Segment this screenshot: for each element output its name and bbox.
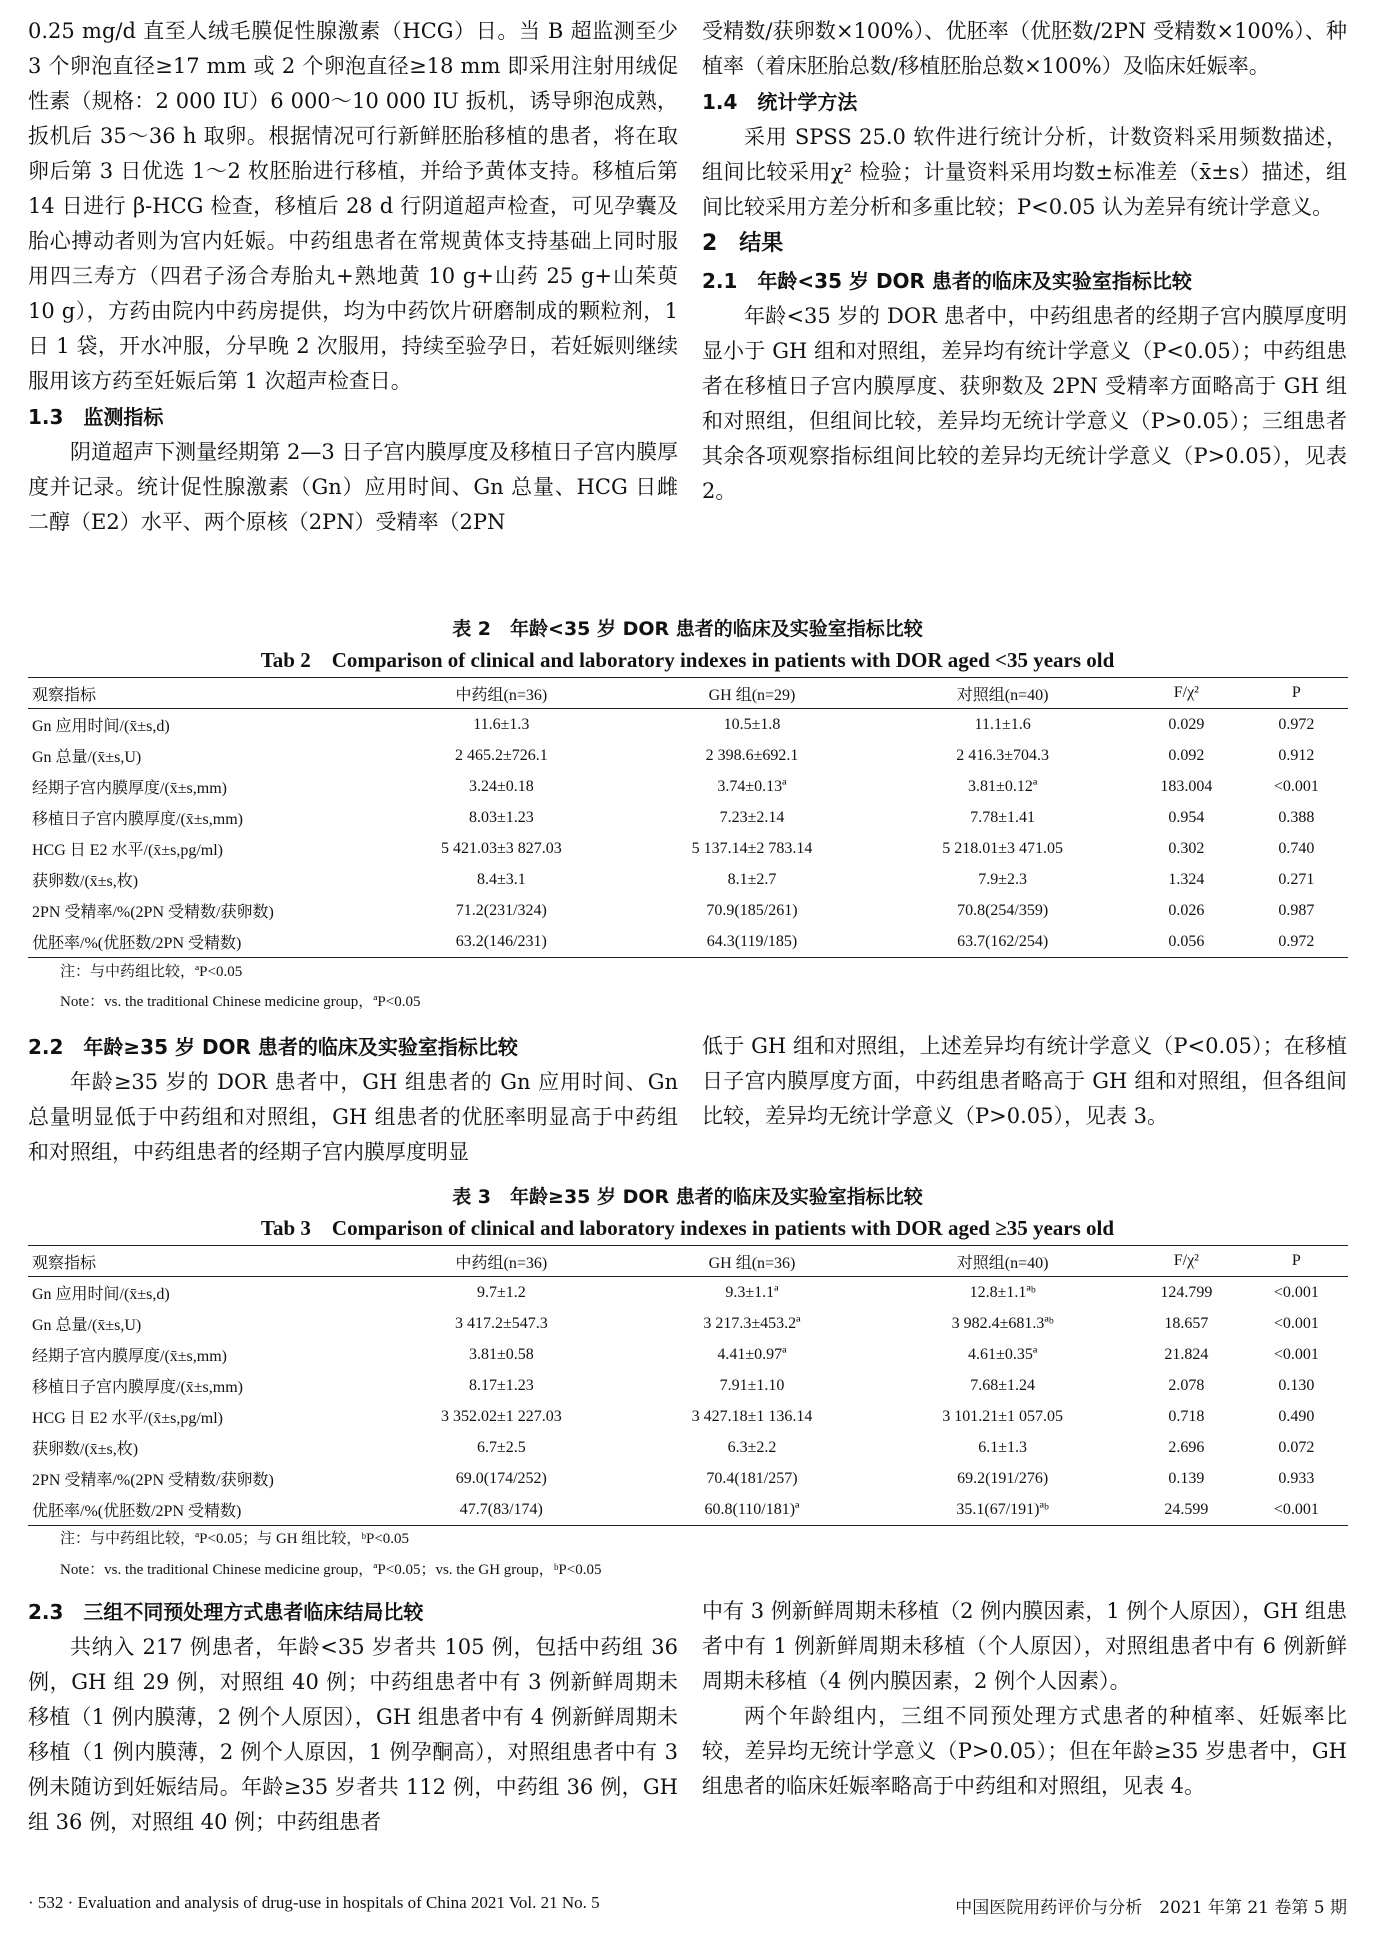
table-cell: 3 982.4±681.3ªᵇ [951, 1314, 1054, 1332]
section-heading-2-3: 2.3 三组不同预处理方式患者临床结局比较 [28, 1600, 424, 1624]
table-2-caption-cn: 表 2 年龄<35 岁 DOR 患者的临床及实验室指标比较 [452, 618, 923, 640]
row-label: 2PN 受精率/%(2PN 受精数/获卵数) [32, 904, 274, 921]
paragraph: 低于 GH 组和对照组，上述差异均有统计学意义（P<0.05）；在移植日子宫内膜厚度方面，中药组患者略高于 GH 组和对照组，但各组间比较，差异均无统计学意义（P>0.05），见表 3。 [702, 1034, 1347, 1128]
paragraph: 年龄<35 岁的 DOR 患者中，中药组患者的经期子宫内膜厚度明显小于 GH 组和对照组，差异均有统计学意义（P<0.05）；中药组患者在移植日子宫内膜厚度、获卵数及 2PN 受精率方面略高于 GH 组和对照组，但组间比较，差异均无统计学意义（P>0.05）；三组患者其余各项观察指标组间比较的差异均无统计学意义（P>0.05），见表 2。 [702, 304, 1347, 503]
table-cell: 3 417.2±547.3 [454, 1314, 548, 1332]
column-header: 对照组(n=40) [956, 1254, 1049, 1272]
table-cell: 5 421.03±3 827.03 [440, 839, 562, 857]
table-cell: 21.824 [1164, 1345, 1209, 1363]
right-column-mid [702, 1029, 1347, 1134]
table-cell: 9.3±1.1ª [725, 1283, 779, 1301]
row-label: Gn 应用时间/(x̄±s,d) [32, 1286, 170, 1303]
table-cell: 11.6±1.3 [473, 715, 530, 733]
table-cell: 0.029 [1168, 715, 1205, 733]
left-column-mid [28, 1029, 678, 1170]
column-header: GH 组(n=36) [708, 1254, 796, 1272]
row-label: 优胚率/%(优胚数/2PN 受精数) [32, 935, 242, 952]
table-cell: 4.61±0.35ª [968, 1345, 1038, 1363]
column-header: 对照组(n=40) [956, 686, 1049, 704]
table-cell: 0.972 [1278, 932, 1315, 950]
table-cell: 6.7±2.5 [476, 1438, 526, 1456]
table-row [28, 1432, 1348, 1463]
table-cell: 7.9±2.3 [978, 870, 1028, 888]
section-heading-1-4: 1.4 统计学方法 [702, 90, 858, 114]
table-cell: 0.056 [1168, 932, 1205, 950]
table-header-row [28, 678, 1348, 709]
row-label: 移植日子宫内膜厚度/(x̄±s,mm) [32, 811, 244, 828]
table-cell: 70.4(181/257) [706, 1469, 798, 1487]
table-cell: 3.81±0.12ª [968, 777, 1038, 795]
table-cell: 24.599 [1164, 1500, 1209, 1518]
right-column-bottom [702, 1594, 1347, 1804]
table-cell: 3.74±0.13ª [717, 777, 787, 795]
paragraph: 0.25 mg/d 直至人绒毛膜促性腺激素（HCG）日。当 B 超监测至少 3 个卵泡直径≥17 mm 或 2 个卵泡直径≥18 mm 即采用注射用绒促性素（规格：2 000 IU）6 000～10 000 IU 扳机，诱导卵泡成熟，扳机后 35～36 h 取卵。根据情况可行新鲜胚胎移植的患者，将在取卵后第 3 日优选 1～2 枚胚胎进行移植，并给予黄体支持。移植后第 14 日进行 β-HCG 检查，移植后 28 d 行阴道超声检查，可见孕囊及胎心搏动者则为宫内妊娠。中药组患者在常规黄体支持基础上同时服用四三寿方（四君子汤合寿胎丸+熟地黄 10 g+山药 25 g+山茱萸 10 g），方药由院内中药房提供，均为中药饮片研磨制成的颗粒剂，1 日 1 袋，开水冲服，分早晚 2 次服用，持续至验孕日，若妊娠则继续服用该方药至妊娠后第 1 次超声检查日。 [28, 19, 678, 393]
table-cell: 8.17±1.23 [468, 1376, 534, 1394]
table-cell: 5 218.01±3 471.05 [942, 839, 1064, 857]
table-cell: 0.130 [1278, 1376, 1315, 1394]
section-heading-2: 2 结果 [702, 231, 784, 256]
table-row [28, 864, 1348, 895]
table-2-note-cn: 注：与中药组比较，ªP<0.05 [60, 964, 243, 980]
table-cell: 2.696 [1168, 1438, 1205, 1456]
table-cell: 8.4±3.1 [476, 870, 526, 888]
table-cell: 0.388 [1278, 808, 1315, 826]
row-label: 移植日子宫内膜厚度/(x̄±s,mm) [32, 1379, 244, 1396]
row-label: 2PN 受精率/%(2PN 受精数/获卵数) [32, 1472, 274, 1489]
paragraph: 阴道超声下测量经期第 2—3 日子宫内膜厚度及移植日子宫内膜厚度并记录。统计促性腺激素（Gn）应用时间、Gn 总量、HCG 日雌二醇（E2）水平、两个原核（2PN）受精率（2PN [28, 440, 678, 534]
table-cell: 3 427.18±1 136.14 [691, 1407, 813, 1425]
table-cell: 0.271 [1278, 870, 1315, 888]
table-row [28, 1308, 1348, 1339]
table-3 [28, 1245, 1348, 1526]
table-row [28, 802, 1348, 833]
table-3-note-en: Note：vs. the traditional Chinese medicine group，ªP<0.05；vs. the GH group，ᵇP<0.05 [60, 1562, 602, 1578]
column-header: 中药组(n=36) [455, 1254, 548, 1272]
paragraph: 受精数/获卵数×100%）、优胚率（优胚数/2PN 受精数×100%）、种植率（着床胚胎总数/移植胚胎总数×100%）及临床妊娠率。 [702, 19, 1347, 78]
table-cell: 1.324 [1168, 870, 1205, 888]
table-cell: 0.026 [1168, 901, 1205, 919]
table-cell: 6.3±2.2 [727, 1438, 777, 1456]
table-row [28, 895, 1348, 926]
table-cell: 0.740 [1278, 839, 1315, 857]
table-row [28, 740, 1348, 771]
table-cell: 6.1±1.3 [978, 1438, 1028, 1456]
table-cell: 7.91±1.10 [719, 1376, 785, 1394]
table-header-row [28, 1246, 1348, 1277]
table-2-caption-en: Tab 2 Comparison of clinical and laboratory indexes in patients with DOR aged <35 years old [260, 648, 1115, 672]
section-heading-1-3: 1.3 监测指标 [28, 405, 164, 429]
row-label: 经期子宫内膜厚度/(x̄±s,mm) [32, 1348, 228, 1365]
table-3-caption-en: Tab 3 Comparison of clinical and laboratory indexes in patients with DOR aged ≥35 years old [260, 1216, 1115, 1240]
right-column-top [702, 14, 1347, 509]
table-cell: 3.24±0.18 [468, 777, 534, 795]
table-cell: 0.718 [1168, 1407, 1205, 1425]
table-cell: 7.78±1.41 [970, 808, 1036, 826]
row-label: 获卵数/(x̄±s,枚) [32, 873, 139, 890]
table-cell: 2 398.6±692.1 [705, 746, 799, 764]
table-cell: 5 137.14±2 783.14 [691, 839, 813, 857]
table-cell: 8.03±1.23 [468, 808, 534, 826]
left-column-bottom [28, 1594, 678, 1840]
left-column-top [28, 14, 678, 540]
row-label: 优胚率/%(优胚数/2PN 受精数) [32, 1503, 242, 1520]
column-header: GH 组(n=29) [708, 686, 796, 704]
column-header: P [1291, 684, 1301, 701]
table-cell: 0.490 [1278, 1407, 1315, 1425]
table-cell: <0.001 [1273, 1283, 1319, 1301]
table-cell: 47.7(83/174) [459, 1500, 543, 1518]
table-row [28, 1494, 1348, 1526]
table-2-note-en: Note：vs. the traditional Chinese medicine group，ªP<0.05 [60, 994, 421, 1010]
column-header: P [1291, 1252, 1301, 1269]
table-cell: 0.972 [1278, 715, 1315, 733]
table-3-note-cn: 注：与中药组比较，ªP<0.05；与 GH 组比较，ᵇP<0.05 [60, 1531, 410, 1547]
row-label: Gn 总量/(x̄±s,U) [32, 749, 142, 766]
table-cell: 0.954 [1168, 808, 1205, 826]
table-cell: 64.3(119/185) [706, 932, 798, 950]
table-cell: 63.7(162/254) [957, 932, 1049, 950]
page-footer-right: 中国医院用药评价与分析 2021 年第 21 卷第 5 期 [955, 1898, 1347, 1918]
table-cell: 183.004 [1160, 777, 1213, 795]
table-row [28, 1339, 1348, 1370]
table-cell: 10.5±1.8 [723, 715, 781, 733]
table-cell: 63.2(146/231) [455, 932, 547, 950]
table-cell: 3 217.3±453.2ª [703, 1314, 801, 1332]
table-cell: 7.68±1.24 [970, 1376, 1036, 1394]
table-cell: 3.81±0.58 [468, 1345, 534, 1363]
table-cell: 35.1(67/191)ªᵇ [956, 1500, 1049, 1518]
table-cell: 7.23±2.14 [719, 808, 785, 826]
table-2 [28, 677, 1348, 958]
table-row [28, 1401, 1348, 1432]
table-cell: 0.933 [1278, 1469, 1315, 1487]
table-cell: <0.001 [1273, 1314, 1319, 1332]
table-cell: <0.001 [1273, 1500, 1319, 1518]
column-header: F/χ² [1173, 684, 1199, 701]
table-cell: 2 416.3±704.3 [956, 746, 1050, 764]
row-label: Gn 总量/(x̄±s,U) [32, 1317, 142, 1334]
table-cell: 69.2(191/276) [957, 1469, 1049, 1487]
table-cell: 71.2(231/324) [455, 901, 547, 919]
table-cell: 0.987 [1278, 901, 1315, 919]
paragraph: 中有 3 例新鲜周期未移植（2 例内膜因素，1 例个人原因），GH 组患者中有 1 例新鲜周期未移植（个人原因），对照组患者中有 6 例新鲜周期未移植（4 例内膜因素，2 例个人因素）。 [702, 1599, 1347, 1693]
table-cell: 12.8±1.1ªᵇ [969, 1283, 1036, 1301]
table-cell: 70.8(254/359) [957, 901, 1049, 919]
table-row [28, 771, 1348, 802]
table-cell: 70.9(185/261) [706, 901, 798, 919]
column-header: 观察指标 [32, 1254, 97, 1272]
row-label: HCG 日 E2 水平/(x̄±s,pg/ml) [32, 842, 224, 859]
table-cell: 69.0(174/252) [455, 1469, 547, 1487]
paragraph: 两个年龄组内，三组不同预处理方式患者的种植率、妊娠率比较，差异均无统计学意义（P>0.05）；但在年龄≥35 岁患者中，GH 组患者的临床妊娠率略高于中药组和对照组，见表 4。 [702, 1704, 1347, 1798]
table-cell: 18.657 [1164, 1314, 1209, 1332]
section-heading-2-2: 2.2 年龄≥35 岁 DOR 患者的临床及实验室指标比较 [28, 1035, 518, 1059]
table-row [28, 1370, 1348, 1401]
column-header: 观察指标 [32, 686, 97, 704]
table-cell: 60.8(110/181)ª [704, 1500, 800, 1518]
page-footer-left: · 532 · Evaluation and analysis of drug-use in hospitals of China 2021 Vol. 21 No. 5 [28, 1893, 600, 1912]
table-cell: <0.001 [1273, 1345, 1319, 1363]
table-cell: 2.078 [1168, 1376, 1205, 1394]
table-cell: 9.7±1.2 [476, 1283, 526, 1301]
section-heading-2-1: 2.1 年龄<35 岁 DOR 患者的临床及实验室指标比较 [702, 269, 1192, 293]
table-cell: 4.41±0.97ª [717, 1345, 787, 1363]
table-cell: 0.302 [1168, 839, 1205, 857]
row-label: 经期子宫内膜厚度/(x̄±s,mm) [32, 780, 228, 797]
table-cell: 3 352.02±1 227.03 [440, 1407, 562, 1425]
table-cell: 0.912 [1278, 746, 1315, 764]
paragraph: 采用 SPSS 25.0 软件进行统计分析，计数资料采用频数描述，组间比较采用χ² 检验；计量资料采用均数±标准差（x̄±s）描述，组间比较采用方差分析和多重比较；P<0.05 认为差异有统计学意义。 [702, 125, 1347, 219]
row-label: HCG 日 E2 水平/(x̄±s,pg/ml) [32, 1410, 224, 1427]
paragraph: 共纳入 217 例患者，年龄<35 岁者共 105 例，包括中药组 36 例，GH 组 29 例，对照组 40 例；中药组患者中有 3 例新鲜周期未移植（1 例内膜薄，2 例个人原因），GH 组患者中有 4 例新鲜周期未移植（1 例内膜薄，2 例个人原因，1 例孕酮高），对照组患者中有 3 例未随访到妊娠结局。年龄≥35 岁者共 112 例，中药组 36 例，GH 组 36 例，对照组 40 例；中药组患者 [28, 1635, 678, 1834]
row-label: Gn 应用时间/(x̄±s,d) [32, 718, 170, 735]
table-row [28, 1277, 1348, 1309]
table-row [28, 926, 1348, 958]
column-header: F/χ² [1173, 1252, 1199, 1269]
table-cell: <0.001 [1273, 777, 1319, 795]
table-cell: 0.092 [1168, 746, 1205, 764]
column-header: 中药组(n=36) [455, 686, 548, 704]
table-cell: 0.139 [1168, 1469, 1205, 1487]
paragraph: 年龄≥35 岁的 DOR 患者中，GH 组患者的 Gn 应用时间、Gn 总量明显低于中药组和对照组，GH 组患者的优胚率明显高于中药组和对照组，中药组患者的经期子宫内膜厚度明显 [28, 1070, 678, 1164]
table-row [28, 833, 1348, 864]
table-row [28, 709, 1348, 741]
table-cell: 8.1±2.7 [727, 870, 777, 888]
table-row [28, 1463, 1348, 1494]
table-cell: 124.799 [1160, 1283, 1213, 1301]
table-cell: 3 101.21±1 057.05 [942, 1407, 1064, 1425]
table-3-caption-cn: 表 3 年龄≥35 岁 DOR 患者的临床及实验室指标比较 [452, 1186, 923, 1208]
row-label: 获卵数/(x̄±s,枚) [32, 1441, 139, 1458]
table-cell: 11.1±1.6 [974, 715, 1031, 733]
table-cell: 2 465.2±726.1 [454, 746, 548, 764]
table-cell: 0.072 [1278, 1438, 1315, 1456]
